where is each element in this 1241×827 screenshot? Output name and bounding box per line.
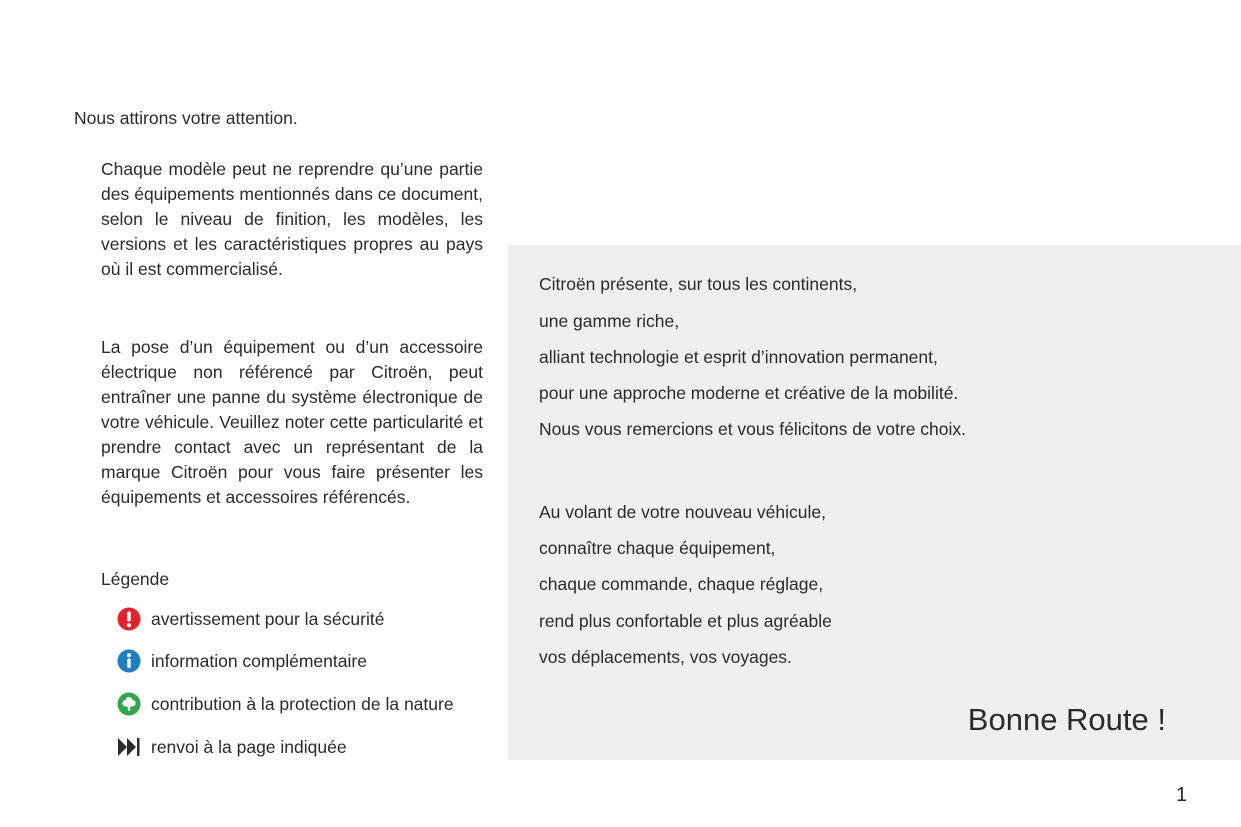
- accessory-warning-paragraph: La pose d’un équipement ou d’un accessoire électrique non référencé par Citroën, peut entraîner une panne du système électronique de votre véhicule. Veuillez noter cette particularité et prendre contact avec un représentant de la marque Citroën pour vous faire présenter les équipements et accessoires référencés.: [101, 337, 483, 507]
- legend-label: information complémentaire: [151, 650, 367, 671]
- panel-line: alliant technologie et esprit d’innovation permanent,: [539, 347, 938, 367]
- panel-line: pour une approche moderne et créative de la mobilité.: [539, 383, 959, 403]
- page-reference-icon: [116, 734, 142, 760]
- intro-text: Nous attirons votre attention.: [74, 108, 298, 128]
- model-equipment-paragraph: Chaque modèle peut ne reprendre qu’une partie des équipements mentionnés dans ce document, selon le niveau de finition, les modèles, les versions et les caractéristiques propres au pays où il est commercialisé.: [101, 159, 483, 279]
- legend-label: avertissement pour la sécurité: [151, 608, 385, 629]
- panel-line: vos déplacements, vos voyages.: [539, 647, 792, 667]
- legend-label: contribution à la protection de la nature: [151, 693, 454, 714]
- closing-greeting: Bonne Route !: [967, 702, 1166, 737]
- panel-line: rend plus confortable et plus agréable: [539, 611, 832, 631]
- page-number: 1: [1176, 784, 1188, 806]
- info-icon: [116, 648, 142, 674]
- tree-icon: [116, 691, 142, 717]
- legend-title: Légende: [101, 569, 170, 589]
- legend-item-info: [116, 648, 367, 674]
- panel-line: Au volant de votre nouveau véhicule,: [539, 502, 826, 522]
- legend-item-page-reference: [116, 734, 347, 760]
- legend-item-nature: [116, 691, 454, 717]
- legend-item-warning: [116, 606, 384, 632]
- panel-line: connaître chaque équipement,: [539, 538, 776, 558]
- panel-line: Nous vous remercions et vous félicitons de votre choix.: [539, 419, 966, 439]
- welcome-panel: [508, 245, 1241, 760]
- panel-line: une gamme riche,: [539, 311, 680, 331]
- warning-icon: [116, 606, 142, 632]
- panel-line: Citroën présente, sur tous les continents,: [539, 274, 858, 294]
- legend-label: renvoi à la page indiquée: [151, 736, 347, 757]
- panel-line: chaque commande, chaque réglage,: [539, 574, 824, 594]
